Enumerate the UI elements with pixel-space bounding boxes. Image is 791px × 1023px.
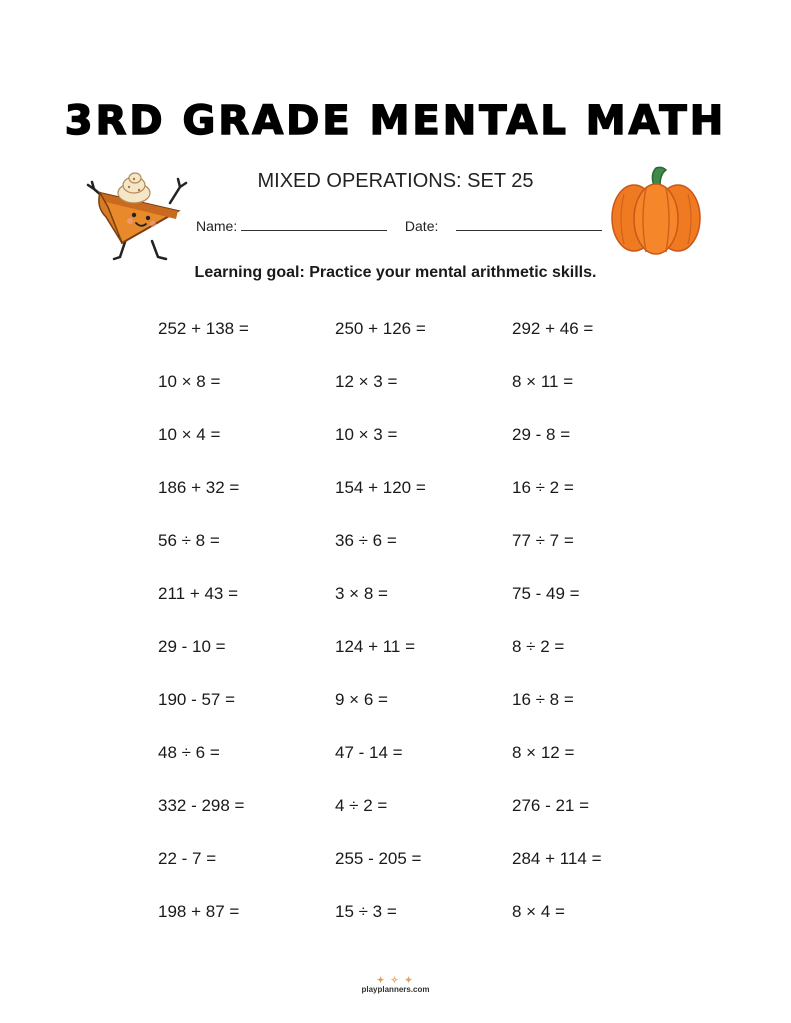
problem: 198 + 87 =: [158, 902, 240, 921]
problem: 12 × 3 =: [335, 372, 398, 391]
footer-logo: [0, 976, 791, 994]
problem: 36 ÷ 6 =: [335, 531, 397, 550]
problem: 22 - 7 =: [158, 849, 217, 868]
problem: 8 × 11 =: [512, 372, 574, 391]
name-label: Name:: [196, 218, 238, 234]
problem: 10 × 3 =: [335, 425, 398, 444]
problem: 211 + 43 =: [158, 584, 239, 603]
problem: 154 + 120 =: [335, 478, 426, 497]
problem: 292 + 46 =: [512, 319, 594, 338]
name-field[interactable]: [241, 218, 387, 231]
worksheet-subtitle: MIXED OPERATIONS: SET 25: [257, 170, 534, 192]
problem: 47 - 14 =: [335, 743, 403, 762]
date-field[interactable]: [456, 218, 602, 231]
problem: 332 - 298 =: [158, 796, 245, 815]
problem: 77 ÷ 7 =: [512, 531, 574, 550]
problem: 15 ÷ 3 =: [335, 902, 397, 921]
problem: 276 - 21 =: [512, 796, 590, 815]
name-date-fields: [196, 218, 602, 234]
problem: 29 - 10 =: [158, 637, 226, 656]
learning-goal: Learning goal: Practice your mental arithmetic skills.: [194, 264, 597, 281]
problem-grid: [158, 318, 638, 954]
problem: 186 + 32 =: [158, 478, 240, 497]
problem: 124 + 11 =: [335, 637, 416, 656]
problem: 4 ÷ 2 =: [335, 796, 388, 815]
problem: 250 + 126 =: [335, 319, 426, 338]
problem: 48 ÷ 6 =: [158, 743, 220, 762]
page-title: 3RD GRADE MENTAL MATH: [64, 98, 727, 144]
problem: 56 ÷ 8 =: [158, 531, 220, 550]
problem: 10 × 4 =: [158, 425, 221, 444]
date-label: Date:: [404, 218, 439, 234]
problem: 8 × 4 =: [512, 902, 565, 921]
problem: 75 - 49 =: [512, 584, 580, 603]
problem: 252 + 138 =: [158, 319, 249, 338]
sparkle-icon: ✦ ✧ ✦: [376, 975, 415, 985]
problem: 10 × 8 =: [158, 372, 221, 391]
problem: 16 ÷ 2 =: [512, 478, 574, 497]
problem: 29 - 8 =: [512, 425, 571, 444]
problem: 284 + 114 =: [512, 849, 602, 868]
problem: 8 × 12 =: [512, 743, 575, 762]
problem: 9 × 6 =: [335, 690, 388, 709]
footer-brand: playplanners.com: [361, 985, 430, 994]
problem: 16 ÷ 8 =: [512, 690, 574, 709]
problem: 255 - 205 =: [335, 849, 422, 868]
problem: 190 - 57 =: [158, 690, 236, 709]
problem: 8 ÷ 2 =: [512, 637, 565, 656]
problem: 3 × 8 =: [335, 584, 388, 603]
